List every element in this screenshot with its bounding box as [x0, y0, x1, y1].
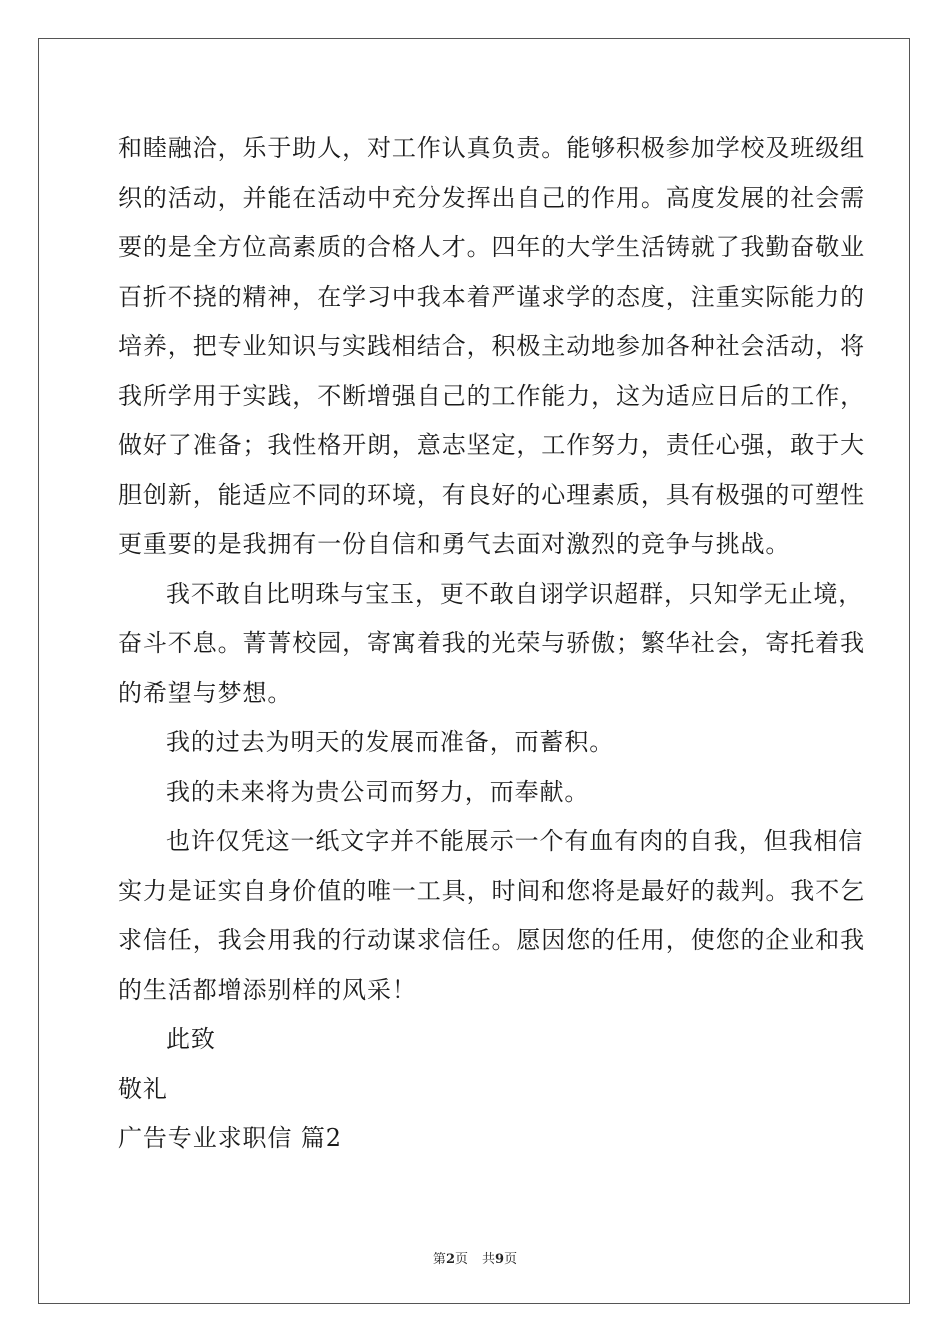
text-line: 我不敢自比明珠与宝玉，更不敢自诩学识超群，只知学无止境，	[166, 579, 864, 608]
paragraph	[118, 768, 838, 818]
text-line: 此致	[166, 1025, 216, 1053]
paragraph	[118, 1015, 838, 1065]
text-line: 胆创新，能适应不同的环境，有良好的心理素质，具有极强的可塑性	[118, 480, 865, 509]
paragraph	[118, 570, 865, 719]
text-line: 更重要的是我拥有一份自信和勇气去面对激烈的竞争与挑战。	[118, 530, 791, 558]
text-line: 我所学用于实践，不断增强自己的工作能力，这为适应日后的工作，	[118, 381, 865, 410]
paragraph	[118, 1114, 838, 1164]
text-line: 做好了准备；我性格开朗，意志坚定，工作努力，责任心强，敢于大	[118, 431, 865, 459]
text-line: 敬礼	[118, 1074, 168, 1103]
text-line: 的生活都增添别样的风采！	[118, 975, 417, 1004]
text-line: 我的未来将为贵公司而努力，而奉献。	[166, 777, 590, 806]
text-line: 百折不挠的精神，在学习中我本着严谨求学的态度，注重实际能力的	[118, 282, 865, 311]
paragraph	[118, 718, 838, 768]
text-line: 实力是证实自身价值的唯一工具，时间和您将是最好的裁判。我不乞	[118, 876, 865, 905]
text-line: 和睦融洽，乐于助人，对工作认真负责。能够积极参加学校及班级组	[118, 134, 865, 162]
page-footer	[0, 1248, 950, 1267]
text-line: 广告专业求职信 篇2	[118, 1124, 342, 1152]
total-pages-suffix: 页	[504, 1252, 518, 1267]
text-line: 奋斗不息。菁菁校园，寄寓着我的光荣与骄傲；繁华社会，寄托着我	[118, 629, 865, 657]
page-number-suffix: 页	[454, 1252, 468, 1267]
paragraph	[118, 124, 865, 570]
paragraph	[118, 1065, 838, 1115]
text-line: 要的是全方位高素质的合格人才。四年的大学生活铸就了我勤奋敬业	[118, 233, 865, 261]
current-page-number: 2	[445, 1252, 455, 1267]
text-line: 培养，把专业知识与实践相结合，积极主动地参加各种社会活动，将	[118, 332, 865, 360]
paragraph	[118, 817, 865, 1015]
total-page-number: 9	[495, 1252, 505, 1267]
text-line: 求信任，我会用我的行动谋求信任。愿因您的任用，使您的企业和我	[118, 926, 865, 954]
text-line: 织的活动，并能在活动中充分发挥出自己的作用。高度发展的社会需	[118, 183, 865, 212]
page-number-prefix: 第	[432, 1252, 446, 1267]
text-line: 的希望与梦想。	[118, 678, 293, 707]
text-line: 也许仅凭这一纸文字并不能展示一个有血有肉的自我，但我相信	[166, 827, 864, 855]
document-body	[118, 124, 865, 1164]
text-line: 我的过去为明天的发展而准备，而蓄积。	[166, 728, 615, 756]
total-pages-prefix: 共	[482, 1252, 496, 1267]
